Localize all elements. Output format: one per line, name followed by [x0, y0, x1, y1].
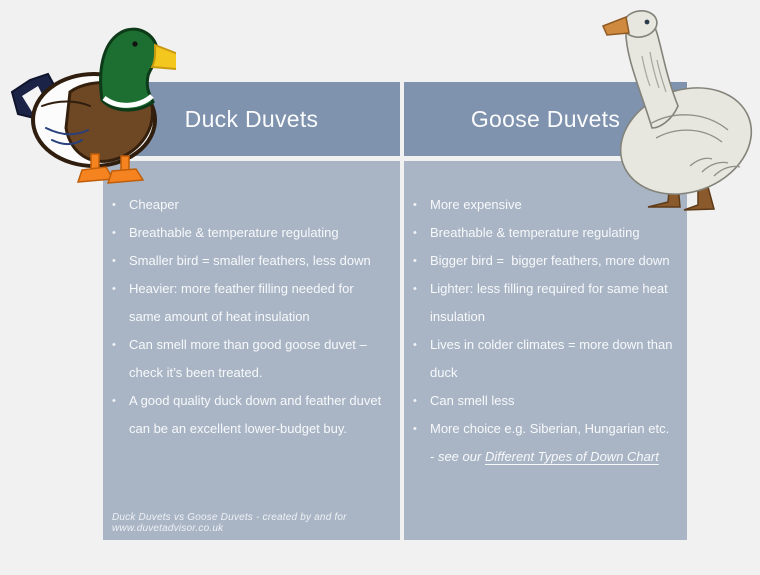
more-choice-text: More choice e.g. Siberian, Hungarian etc. - — [430, 421, 677, 464]
list-item-text: Lives in colder climates = more down than duck — [430, 337, 677, 380]
list-item — [112, 331, 388, 387]
list-item — [112, 275, 388, 331]
list-item — [112, 247, 388, 275]
list-item-text: Cheaper — [129, 197, 179, 212]
list-item — [413, 275, 675, 331]
list-item — [112, 387, 388, 443]
list-item-text: Can smell less — [430, 393, 515, 408]
list-item-text: Can smell more than good goose duvet – check it’s been treated. — [129, 337, 371, 380]
goose-header-title: Goose Duvets — [470, 105, 621, 132]
list-item-text: More expensive — [430, 197, 522, 212]
bullet-icon: • — [413, 339, 417, 351]
list-item-text: Breathable & temperature regulating — [129, 225, 339, 240]
list-item — [413, 387, 675, 415]
list-item-text: A good quality duck down and feather duvet can be an excellent lower-budget buy. — [129, 393, 385, 436]
bullet-icon: • — [413, 395, 417, 407]
bullet-icon: • — [112, 227, 116, 239]
goose-illustration — [598, 6, 758, 213]
duck-illustration — [6, 12, 176, 184]
list-item-text — [430, 415, 675, 471]
duck-header-title: Duck Duvets — [184, 105, 319, 132]
list-item-text: Heavier: more feather filling needed for same amount of heat insulation — [129, 281, 358, 324]
list-item-text: Smaller bird = smaller feathers, less down — [129, 253, 371, 268]
bullet-icon: • — [413, 283, 417, 295]
list-item-text: Lighter: less filling required for same heat insulation — [430, 281, 672, 324]
bullet-icon: • — [112, 283, 116, 295]
list-item — [112, 219, 388, 247]
bullet-icon: • — [112, 395, 116, 407]
bullet-icon: • — [413, 199, 417, 211]
list-item — [413, 331, 675, 387]
bullet-icon: • — [112, 339, 116, 351]
list-item — [413, 219, 675, 247]
list-item — [112, 191, 388, 219]
bullet-icon: • — [413, 227, 417, 239]
different-types-of-down-chart-link[interactable]: Different Types of Down Chart — [484, 449, 659, 464]
see-our-text: see our — [437, 449, 485, 464]
list-item-text: Breathable & temperature regulating — [430, 225, 640, 240]
list-item-text: Bigger bird = bigger feathers, more down — [430, 253, 670, 268]
bullet-icon: • — [413, 255, 417, 267]
duck-bullet-list — [103, 161, 400, 443]
list-item — [413, 247, 675, 275]
bullet-icon: • — [413, 423, 417, 435]
duck-column-body — [103, 161, 400, 540]
goose-column-body — [404, 161, 687, 540]
bullet-icon: • — [112, 199, 116, 211]
list-item — [413, 415, 675, 471]
attribution-text: Duck Duvets vs Goose Duvets - created by and for www.duvetadvisor.co.uk — [112, 512, 347, 534]
bullet-icon: • — [112, 255, 116, 267]
